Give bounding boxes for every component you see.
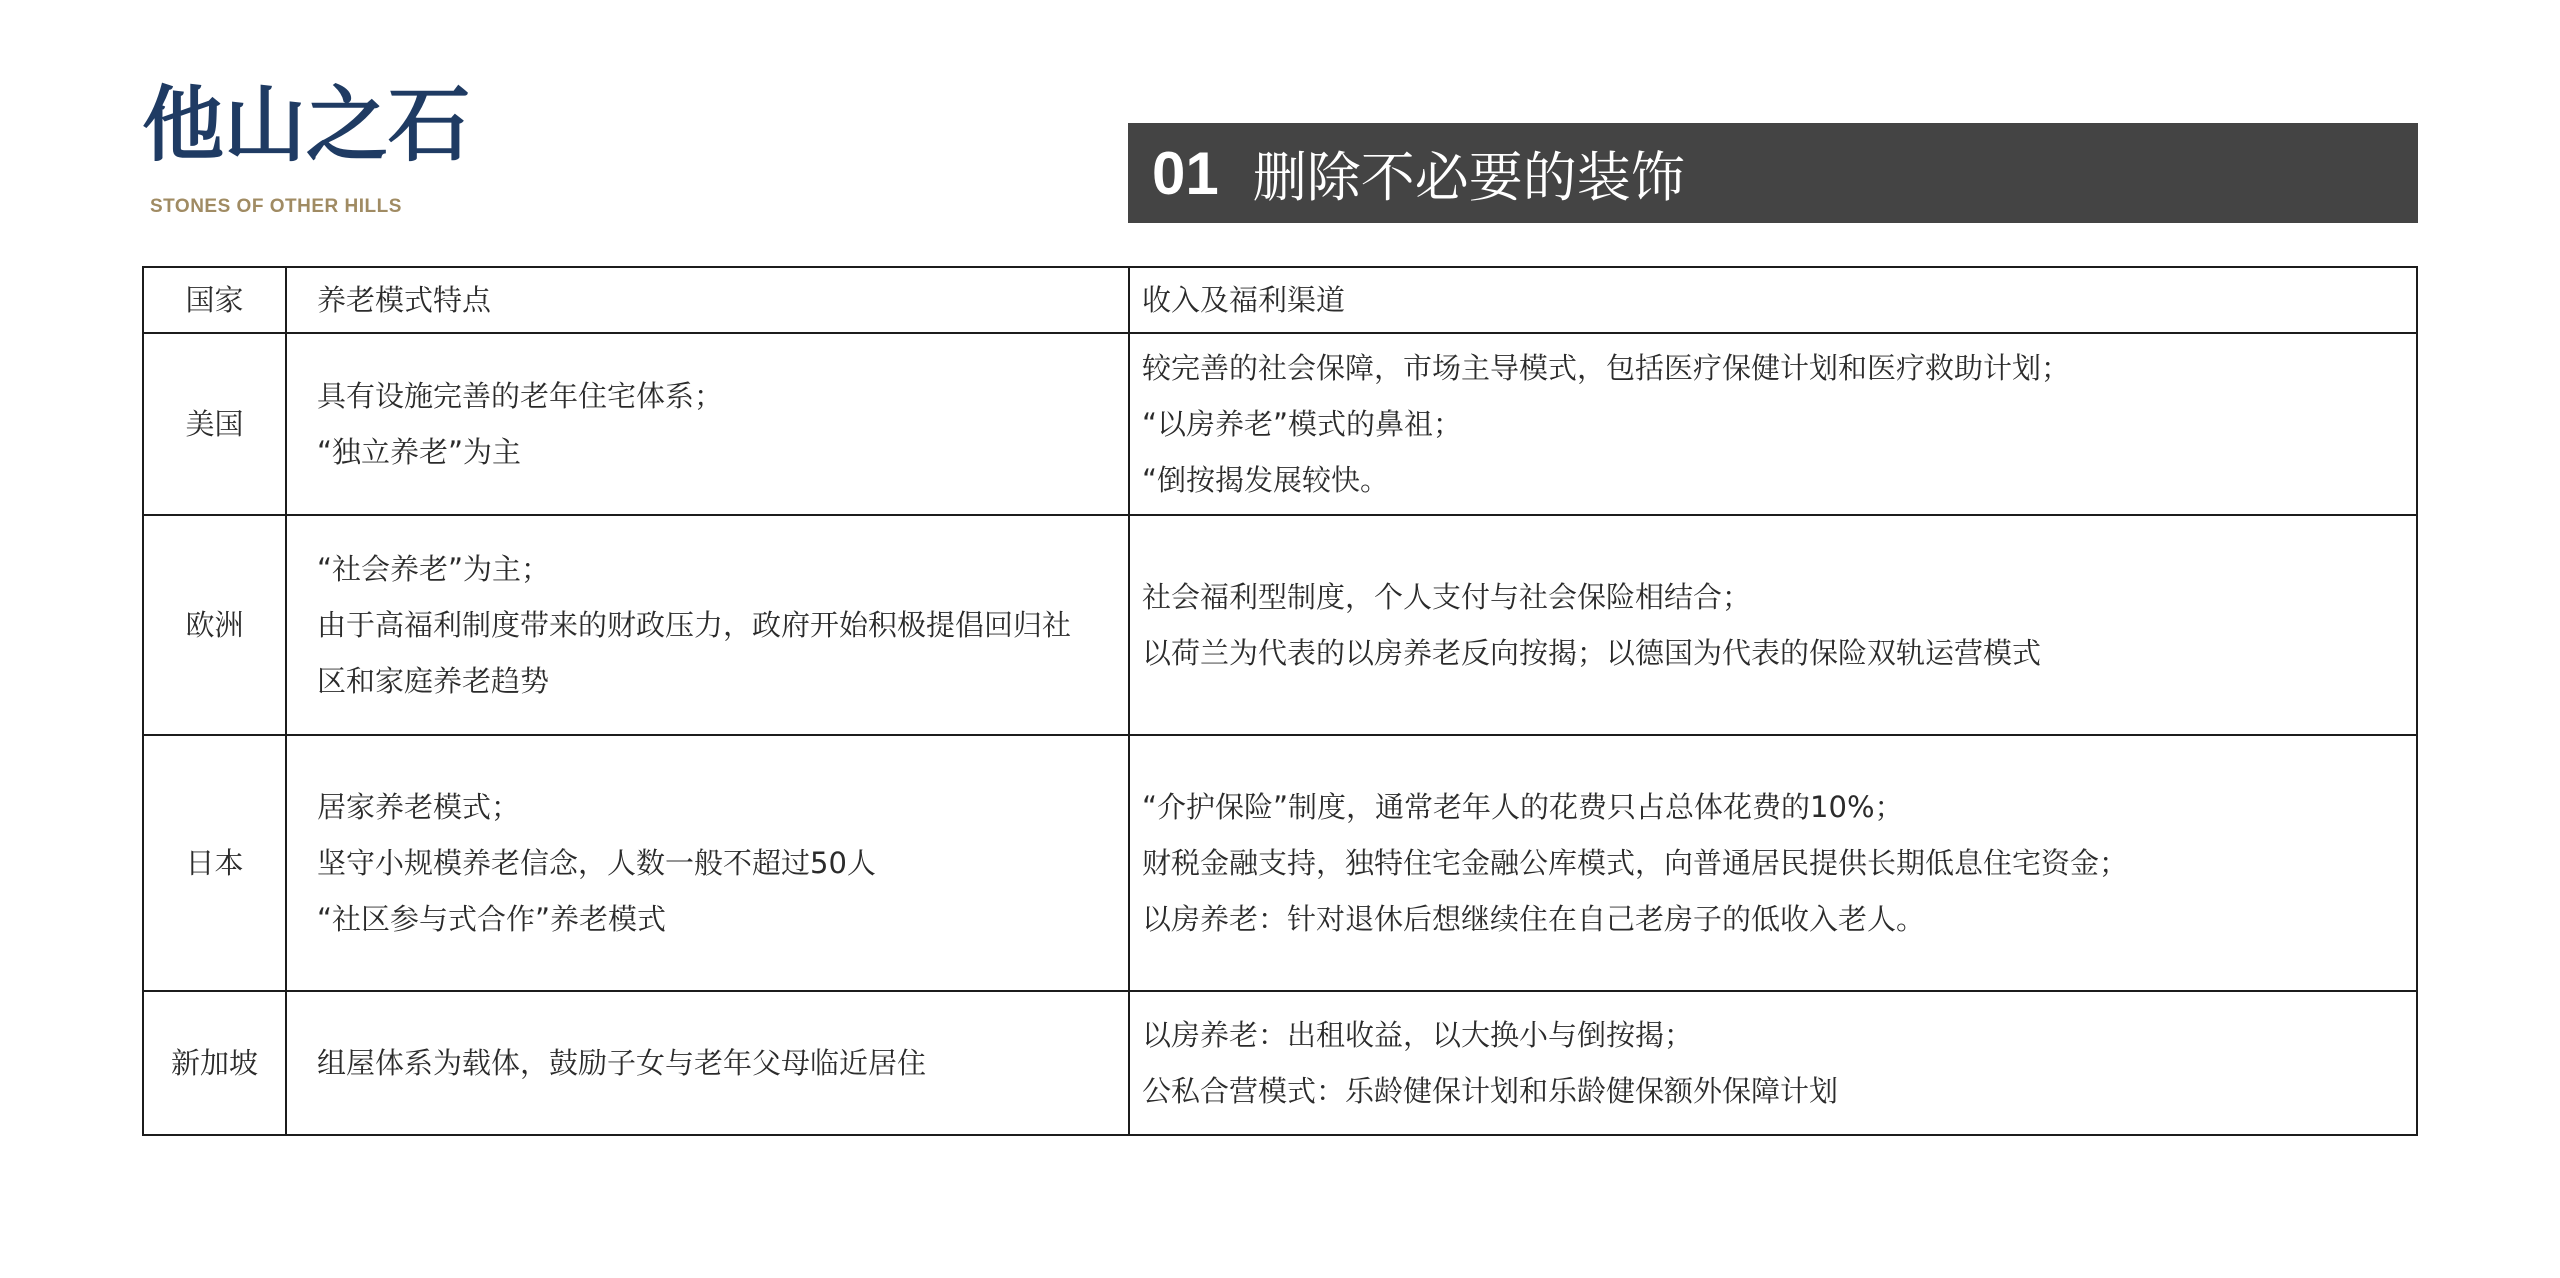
feature-line: 居家养老模式； [317, 790, 521, 824]
feature-line: 区和家庭养老趋势 [317, 664, 550, 698]
feature-line: “独立养老”为主 [317, 435, 522, 469]
feature-line: “社区参与式合作”养老模式 [317, 902, 667, 936]
income-cell [1129, 991, 2417, 1135]
feature-line: “社会养老”为主； [317, 552, 551, 586]
income-line: “介护保险”制度，通常老年人的花费只占总体花费的10%； [1142, 790, 1904, 824]
features-cell [286, 515, 1129, 735]
income-cell [1129, 515, 2417, 735]
income-line: “以房养老”模式的鼻祖； [1142, 407, 1463, 441]
income-line: 以房养老：出租收益，以大换小与倒按揭； [1142, 1018, 1694, 1052]
logo-subtitle: STONES OF OTHER HILLS [150, 196, 402, 217]
section-number: 01 [1152, 139, 1219, 207]
header-income: 收入及福利渠道 [1129, 267, 2417, 333]
pension-comparison-table [142, 266, 2418, 1136]
table-row [143, 991, 2417, 1135]
income-line: 较完善的社会保障，市场主导模式，包括医疗保健计划和医疗救助计划； [1142, 351, 2071, 385]
features-cell [286, 735, 1129, 991]
income-line: 以荷兰为代表的以房养老反向按揭；以德国为代表的保险双轨运营模式 [1142, 636, 2042, 670]
income-cell [1129, 735, 2417, 991]
income-line: 以房养老：针对退休后想继续住在自己老房子的低收入老人。 [1142, 902, 1926, 936]
table-header-row [143, 267, 2417, 333]
section-title: 删除不必要的装饰 [1252, 145, 1685, 209]
feature-line: 坚守小规模养老信念，人数一般不超过50人 [317, 846, 876, 880]
income-line: 社会福利型制度，个人支付与社会保险相结合； [1142, 580, 1752, 614]
income-line: “倒按揭发展较快。 [1142, 463, 1390, 497]
features-cell [286, 333, 1129, 515]
features-cell [286, 991, 1129, 1135]
feature-line: 组屋体系为载体，鼓励子女与老年父母临近居住 [317, 1046, 927, 1080]
income-cell [1129, 333, 2417, 515]
section-title-bar [1128, 123, 2418, 223]
header-features: 养老模式特点 [286, 267, 1129, 333]
table-row [143, 515, 2417, 735]
country-cell: 美国 [143, 333, 286, 515]
feature-line: 具有设施完善的老年住宅体系； [317, 379, 724, 413]
income-line: 财税金融支持，独特住宅金融公库模式，向普通居民提供长期低息住宅资金； [1142, 846, 2129, 880]
income-line: 公私合营模式：乐龄健保计划和乐龄健保额外保障计划 [1142, 1074, 1839, 1108]
table-row [143, 735, 2417, 991]
country-cell: 新加坡 [143, 991, 286, 1135]
country-cell: 欧洲 [143, 515, 286, 735]
table-row [143, 333, 2417, 515]
country-cell: 日本 [143, 735, 286, 991]
feature-line: 由于高福利制度带来的财政压力，政府开始积极提倡回归社 [317, 608, 1072, 642]
logo-title: 他山之石 [142, 77, 471, 173]
header-country: 国家 [143, 267, 286, 333]
